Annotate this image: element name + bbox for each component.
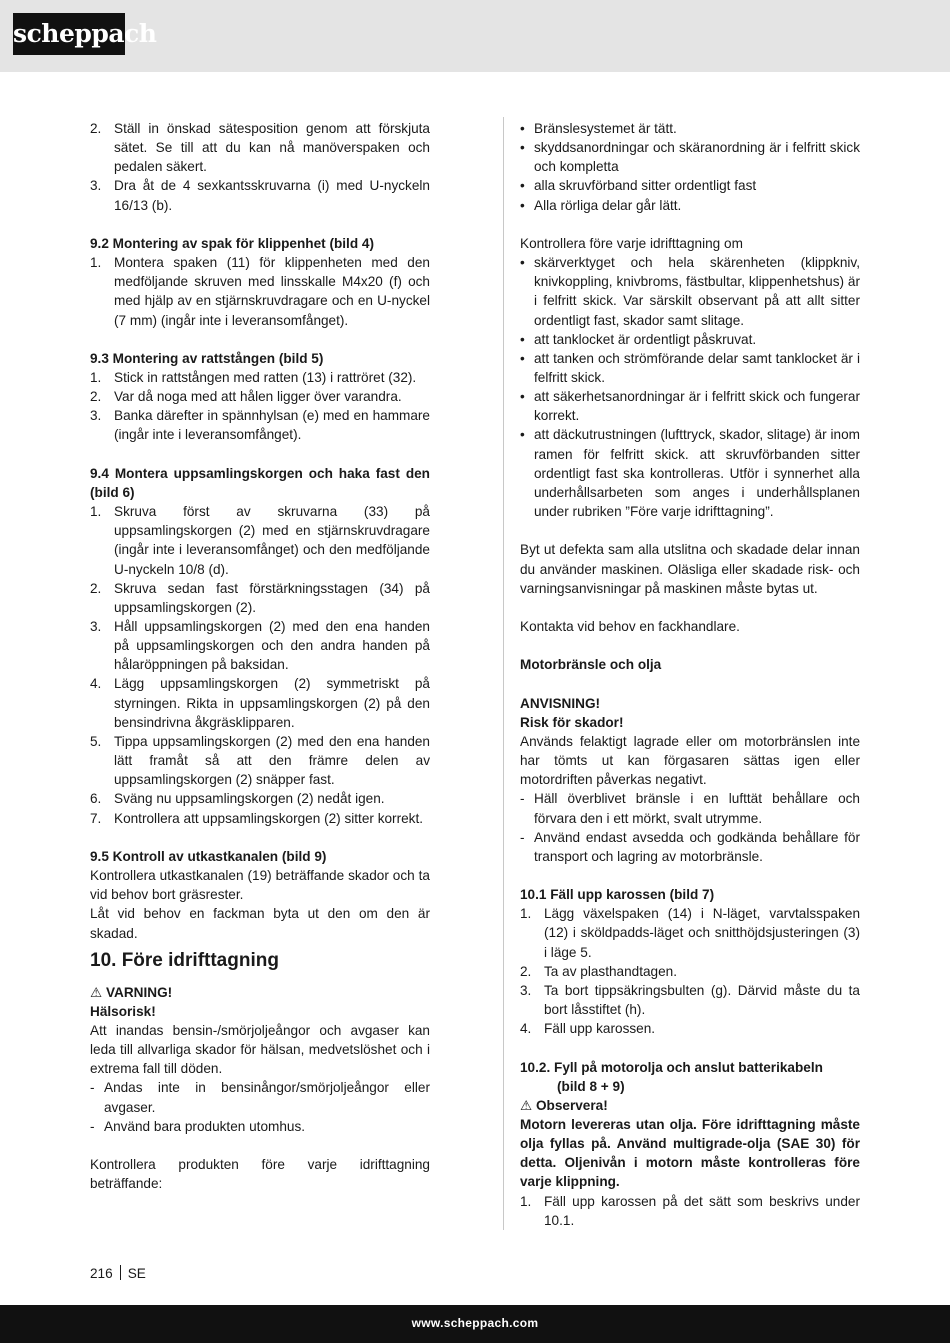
list-notice (520, 789, 860, 866)
list-9-2 (90, 253, 430, 330)
list-item (520, 828, 860, 866)
list-item-text: att tanken och strömförande delar samt tanklocket är i felfritt skick. (534, 350, 860, 386)
section-10-2-title: 10.2. Fyll på motorolja och anslut batterikabeln (520, 1059, 823, 1075)
list-item-text: Banka därefter in spännhylsan (e) med en hammare (ingår inte i leveransomfånget). (114, 408, 430, 443)
website-link[interactable]: www.scheppach.com (411, 1316, 539, 1330)
list-marker: • (520, 255, 525, 271)
list-bullets-b (520, 253, 860, 521)
list-item (520, 1019, 860, 1038)
list-item-text: Ta av plasthandtagen. (544, 963, 678, 979)
list-item-text: att däckutrustningen (lufttryck, skador, slitage) är inom ramen för felfritt skick. att skruvförbanden sitter ordentligt fast ska kontrolleras. Utför i synnerhet alla underhållsarbeten som anges i underhållsplanen under rubriken ”Före varje idrifttagning”. (534, 427, 860, 520)
list-marker: - (520, 791, 525, 807)
list-item-text: Fäll upp karossen på det sätt som beskrivs under 10.1. (544, 1193, 860, 1228)
list-item (520, 253, 860, 330)
list-marker: • (520, 178, 525, 194)
list-item-text: Häll överblivet bränsle i en lufttät behållare och förvara den i ett mörkt, svalt utrymme. (534, 791, 860, 826)
warning-label: ⚠ VARNING! (90, 984, 173, 1000)
list-warning (90, 1078, 430, 1135)
list-item (90, 1117, 430, 1136)
section-10-1-title: 10.1 Fäll upp karossen (bild 7) (520, 887, 715, 903)
page-number-value: 216 (90, 1266, 113, 1281)
list-item (520, 962, 860, 981)
list-marker: 2. (90, 580, 102, 596)
list-item (90, 732, 430, 789)
list-item (520, 349, 860, 387)
fuel-title: Motorbränsle och olja (520, 657, 662, 673)
brand-logo: scheppach (13, 13, 125, 55)
section-9-4-title: 9.4 Montera uppsamlingskorgen och haka fast den (bild 6) (90, 465, 430, 500)
list-item (90, 387, 430, 406)
list-bullets-a (520, 119, 860, 215)
list-marker: 1. (90, 504, 102, 520)
list-item (90, 119, 430, 176)
list-marker: 2. (520, 963, 532, 979)
list-item (90, 617, 430, 674)
page-number (90, 1265, 146, 1281)
paragraph: Låt vid behov en fackman byta ut den om den är skadad. (90, 906, 430, 941)
list-marker: • (520, 140, 525, 156)
list-item-text: Dra åt de 4 sexkantsskruvarna (i) med U-nyckeln 16/13 (b). (114, 178, 430, 213)
page-header (0, 0, 950, 72)
column-divider (503, 117, 504, 1230)
section-9-3-title: 9.3 Montering av rattstången (bild 5) (90, 350, 324, 366)
paragraph: Kontrollera utkastkanalen (19) beträffande skador och ta vid behov bort gräsrester. (90, 868, 430, 903)
list-item (90, 406, 430, 444)
list-item (520, 138, 860, 176)
paragraph: Används felaktigt lagrade eller om motorbränslen inte har tömts ut kan förgasaren sättas igen eller motordriften påverkas negativt. (520, 733, 860, 788)
list-marker: • (520, 197, 525, 213)
list-item (90, 1078, 430, 1116)
section-9-5-title: 9.5 Kontroll av utkastkanalen (bild 9) (90, 848, 327, 864)
list-item-text: Ta bort tippsäkringsbulten (g). Därvid måste du ta bort låsstiftet (h). (544, 982, 860, 1018)
list-item (520, 330, 860, 349)
list-item-text: Alla rörliga delar går lätt. (534, 197, 682, 213)
paragraph: Byt ut defekta sam alla utslitna och skadade delar innan du använder maskinen. Oläsliga eller skadade risk- och varningsanvisningar på maskinen måste bytas ut. (520, 542, 860, 596)
list-item-text: Lägg växelspaken (14) i N-läget, varvtalsspaken (12) i sköldpadds-läget och snitthöjdsjusteringen (3) i läge 5. (544, 906, 860, 960)
list-marker: • (520, 389, 525, 405)
list-item-text: Var då noga med att hålen ligger över varandra. (114, 389, 402, 405)
list-item (90, 253, 430, 330)
observe-label: ⚠ Observera! (520, 1097, 608, 1113)
section-10-2-subtitle: (bild 8 + 9) (557, 1078, 625, 1094)
list-item-text: Montera spaken (11) för klippenheten med den medföljande skruven med linsskalle M4x20 (f) och med hjälp av en stjärnskruvdragare och en U-nyckel (7 mm) (ingår inte i leveransomfånget). (114, 255, 430, 328)
list-9-3 (90, 368, 430, 445)
list-item-text: att tanklocket är ordentligt påskruvat. (534, 331, 757, 347)
list-item-text: Tippa uppsamlingskorgen (2) med den ena handen lätt framåt så att den främre delen av uppsamlingskorgen (2) snäpper fast. (114, 733, 430, 788)
list-item-text: Skruva sedan fast förstärkningsstagen (34) på uppsamlingskorgen (2). (114, 580, 430, 615)
section-9-2-title: 9.2 Montering av spak för klippenhet (bild 4) (90, 235, 375, 251)
list-item (520, 904, 860, 961)
list-marker: - (90, 1080, 95, 1096)
list-item-text: Lägg uppsamlingskorgen (2) symmetriskt på styrningen. Rikta in uppsamlingskorgen (2) på den bensindrivna åkgräsklipparen. (114, 676, 430, 730)
list-item (520, 425, 860, 521)
list-marker: - (520, 829, 525, 845)
right-column (520, 119, 860, 1230)
left-column (90, 119, 430, 1193)
list-item-text: Använd bara produkten utomhus. (104, 1118, 306, 1134)
list-item-text: Kontrollera att uppsamlingskorgen (2) sitter korrekt. (114, 810, 424, 826)
paragraph: Kontakta vid behov en fackhandlare. (520, 619, 740, 635)
list-item (520, 119, 860, 138)
list-marker: 1. (520, 906, 532, 922)
list-10-1 (520, 904, 860, 1038)
list-item-text: Andas inte in bensinångor/smörjoljeångor eller avgaser. (104, 1080, 430, 1115)
list-items-a (90, 119, 430, 215)
list-marker: 3. (90, 619, 102, 635)
list-marker: 1. (520, 1193, 532, 1209)
list-item-text: Använd endast avsedda och godkända behållare för transport och lagring av motorbränsle. (534, 829, 860, 864)
list-item (90, 789, 430, 808)
list-marker: 4. (90, 676, 102, 692)
list-item (520, 1192, 860, 1230)
list-marker: • (520, 350, 525, 366)
list-item-text: skärverktyget och hela skärenheten (klippkniv, knivkoppling, knivbroms, fästbultar, klippenhetshus) är i felfritt skick. Var särskilt observant på att allt sitter ordentligt fast, skador samt slitage. (534, 255, 860, 328)
list-marker: 2. (90, 121, 102, 136)
list-9-4 (90, 502, 430, 828)
language-code: SE (127, 1266, 146, 1281)
list-item-text: Sväng nu uppsamlingskorgen (2) nedåt igen. (114, 791, 385, 807)
list-marker: 3. (520, 982, 532, 998)
list-item-text: Skruva först av skruvarna (33) på uppsamlingskorgen (2) med en stjärnskruvdragare (ingår inte i leveransomfånget) och den medföljande U-nyckeln 10/8 (d). (114, 504, 430, 577)
list-10-2 (520, 1192, 860, 1230)
list-marker: 3. (90, 178, 102, 194)
list-item (90, 809, 430, 828)
list-item-text: att säkerhetsanordningar är i felfritt skick och fungerar korrekt. (534, 389, 860, 424)
list-item-text: alla skruvförband sitter ordentligt fast (534, 178, 757, 194)
list-item-text: skyddsanordningar och skäranordning är i felfritt skick och kompletta (534, 140, 860, 175)
list-item-text: Ställ in önskad sätesposition genom att förskjuta sätet. Se till att du kan nå manöverspaken och pedalen säkert. (114, 121, 430, 175)
list-item (90, 502, 430, 579)
warning-subtitle: Hälsorisk! (90, 1003, 156, 1019)
list-item (90, 579, 430, 617)
list-marker: 1. (90, 370, 102, 385)
list-item (90, 368, 430, 387)
list-item-text: Stick in rattstången med ratten (13) i rattröret (32). (114, 370, 417, 385)
paragraph: Kontrollera produkten före varje idrifttagning beträffande: (90, 1157, 430, 1192)
list-marker: • (520, 331, 525, 347)
list-item (520, 196, 860, 215)
list-marker: 6. (90, 791, 102, 807)
list-marker: 7. (90, 810, 102, 826)
observe-paragraph: Motorn levereras utan olja. Före idrifttagning måste olja fyllas på. Använd multigrade-olja (SAE 30) för detta. Oljenivån i motorn måste kontrolleras före varje klippning. (520, 1117, 860, 1190)
list-marker: 1. (90, 255, 102, 271)
notice-label: ANVISNING! (520, 695, 601, 711)
list-marker: • (520, 427, 525, 443)
list-marker: 2. (90, 389, 102, 405)
list-marker: • (520, 121, 525, 136)
list-item (520, 981, 860, 1019)
section-10-heading: 10. Före idrifttagning (90, 949, 279, 971)
notice-subtitle: Risk för skador! (520, 714, 624, 730)
list-marker: 5. (90, 733, 102, 749)
paragraph: Kontrollera före varje idrifttagning om (520, 235, 743, 251)
list-item (520, 789, 860, 827)
list-item (90, 674, 430, 731)
list-item-text: Bränslesystemet är tätt. (534, 121, 677, 136)
page-footer (0, 1305, 950, 1343)
paragraph: Att inandas bensin-/smörjoljeångor och avgaser kan leda till allvarliga skador för hälsan, medvetslöshet och i extrema fall till döden. (90, 1022, 430, 1077)
list-item (520, 387, 860, 425)
list-marker: - (90, 1118, 95, 1134)
list-item-text: Håll uppsamlingskorgen (2) med den ena handen på uppsamlingskorgen och den andra handen på hålaröppningen på baksidan. (114, 619, 430, 673)
list-item (520, 176, 860, 195)
list-item-text: Fäll upp karossen. (544, 1021, 656, 1037)
list-marker: 3. (90, 408, 102, 424)
list-item (90, 176, 430, 214)
list-marker: 4. (520, 1021, 532, 1037)
